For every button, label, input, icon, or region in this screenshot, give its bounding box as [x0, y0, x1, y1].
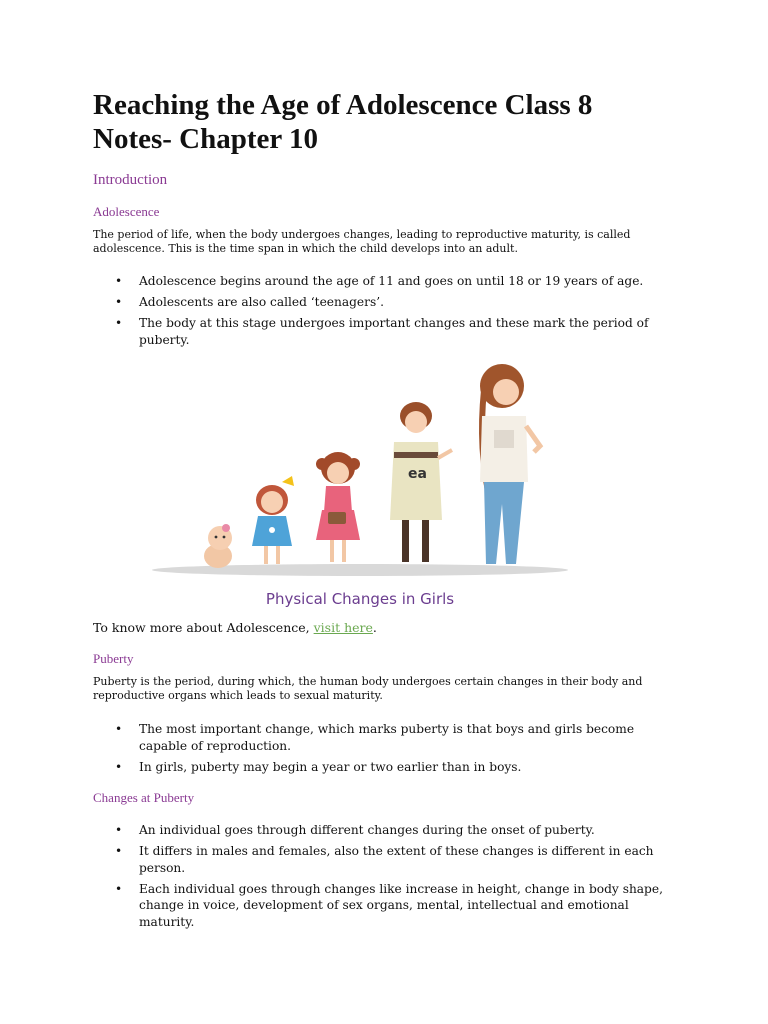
heading-changes-at-puberty: Changes at Puberty: [93, 790, 195, 805]
list-item: • Adolescence begins around the age of 11 and goes on until 18 or 19 years of age.: [93, 273, 668, 290]
growth-stages-image: [150, 360, 570, 590]
list-item: • The most important change, which marks puberty is that boys and girls become capable of reproduction.: [93, 721, 668, 754]
changes-bullet-list: [93, 822, 668, 935]
heading-puberty: Puberty: [93, 651, 134, 666]
heading-adolescence: Adolescence: [93, 204, 160, 219]
list-item: • An individual goes through different changes during the onset of puberty.: [93, 822, 668, 839]
shirt-print: ea: [408, 466, 427, 482]
young-woman-figure: [480, 364, 540, 564]
girls-growth-illustration: [150, 360, 570, 620]
know-more-text: To know more about Adolescence,: [93, 620, 314, 635]
document-page: [93, 88, 673, 156]
puberty-paragraph: Puberty is the period, during which, the human body undergoes certain changes in their body and reproductive organs which leads to sexual maturity.: [93, 675, 643, 702]
page-title: Reaching the Age of Adolescence Class 8 Notes- Chapter 10: [93, 89, 593, 155]
puberty-bullet-list: [93, 721, 668, 780]
figure-caption: Physical Changes in Girls: [265, 590, 455, 608]
know-more-suffix: .: [372, 620, 377, 635]
child-figure: [316, 452, 360, 562]
adolescence-bullet-list: [93, 273, 668, 353]
adolescence-paragraph: The period of life, when the body undergoes changes, leading to reproductive maturity, is called adolescence. This is the time span in which the child develops into an adult.: [93, 228, 631, 255]
toddler-figure: [252, 476, 294, 564]
know-more-line: [93, 620, 377, 635]
list-item: • The body at this stage undergoes important changes and these mark the period of puberty.: [93, 315, 668, 348]
visit-here-link[interactable]: visit here: [313, 620, 373, 635]
heading-introduction: Introduction: [93, 172, 168, 188]
list-item: • Each individual goes through changes like increase in height, change in body shape, change in voice, development of sex organs, mental, intellectual and emotional maturity.: [93, 881, 668, 931]
teen-figure: [390, 402, 452, 562]
list-item: • In girls, puberty may begin a year or two earlier than in boys.: [93, 759, 668, 776]
list-item: • Adolescents are also called ‘teenagers’.: [93, 294, 668, 311]
list-item: • It differs in males and females, also the extent of these changes is different in each person.: [93, 843, 668, 876]
baby-figure: [204, 524, 232, 568]
